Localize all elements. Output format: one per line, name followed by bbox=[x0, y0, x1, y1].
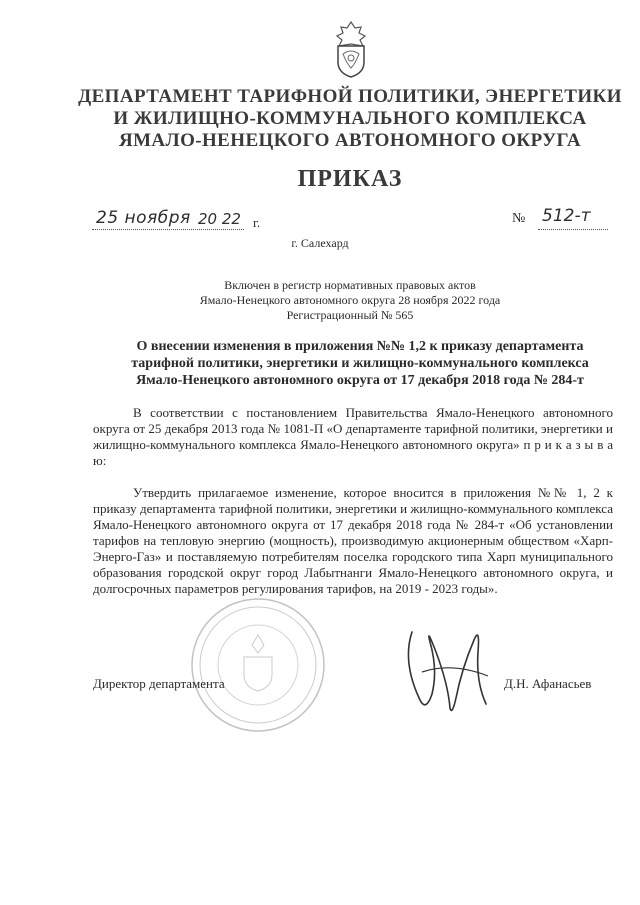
department-name-line-2: И ЖИЛИЩНО-КОММУНАЛЬНОГО КОМПЛЕКСА bbox=[113, 108, 587, 129]
department-name-line-1: ДЕПАРТАМЕНТ ТАРИФНОЙ ПОЛИТИКИ, ЭНЕРГЕТИКИ bbox=[78, 86, 622, 107]
official-seal-stamp bbox=[178, 595, 338, 735]
registration-line-2: Ямало-Ненецкого автономного округа 28 ноября 2022 года bbox=[199, 293, 501, 307]
number-underline bbox=[538, 229, 608, 230]
signatory-name: Д.Н. Афанасьев bbox=[504, 676, 592, 691]
subject-line-2: тарифной политики, энергетики и жилищно-коммунального комплекса bbox=[131, 356, 589, 371]
document-type-title: ПРИКАЗ bbox=[297, 166, 403, 192]
body-paragraph-order: Утвердить прилагаемое изменение, которое вносится в приложения №№ 1, 2 к приказу департамента тарифной политики, энергетики и жилищно-коммунального комплекса Ямало-Ненецкого автономного округа от 17 декабря 2018 года № 284-т «Об установлении тарифов на тепловую энергию (мощность), производимую акционерным обществом «Харп-Энерго-Газ» и поставляемую потребителям поселка городского типа Харп муниципального образования городской округ город Лабытнанги Ямало-Ненецкого автономного округа, и долгосрочных параметров регулирования тарифов, на 2019 - 2023 годы». bbox=[93, 485, 613, 596]
coat-of-arms-emblem bbox=[328, 18, 374, 80]
department-name-line-3: ЯМАЛО-НЕНЕЦКОГО АВТОНОМНОГО ОКРУГА bbox=[118, 130, 582, 151]
date-underline bbox=[92, 229, 244, 230]
body-paragraph-preamble: В соответствии с постановлением Правительства Ямало-Ненецкого автономного округа от 25 декабря 2013 года № 1081-П «О департаменте тарифной политики, энергетики и жилищно-коммунального комплекса Ямало-Ненецкого автономного округа» п р и к а з ы в а ю: bbox=[93, 405, 613, 468]
handwritten-signature bbox=[392, 612, 512, 722]
registration-line-3: Регистрационный № 565 bbox=[286, 308, 414, 322]
subject-line-3: Ямало-Ненецкого автономного округа от 17 декабря 2018 года № 284-т bbox=[136, 373, 584, 388]
subject-line-1: О внесении изменения в приложения №№ 1,2 к приказу департамента bbox=[136, 339, 584, 354]
order-number-label: № bbox=[512, 211, 526, 226]
signatory-position: Директор департамента bbox=[93, 676, 225, 691]
year-suffix: г. bbox=[253, 215, 261, 230]
handwritten-order-number: 512-т bbox=[542, 206, 591, 226]
handwritten-year: 20 22 bbox=[198, 210, 241, 228]
handwritten-date: 25 ноября bbox=[96, 208, 191, 228]
city-label: г. Салехард bbox=[291, 236, 349, 250]
registration-line-1: Включен в регистр нормативных правовых актов bbox=[224, 278, 476, 292]
